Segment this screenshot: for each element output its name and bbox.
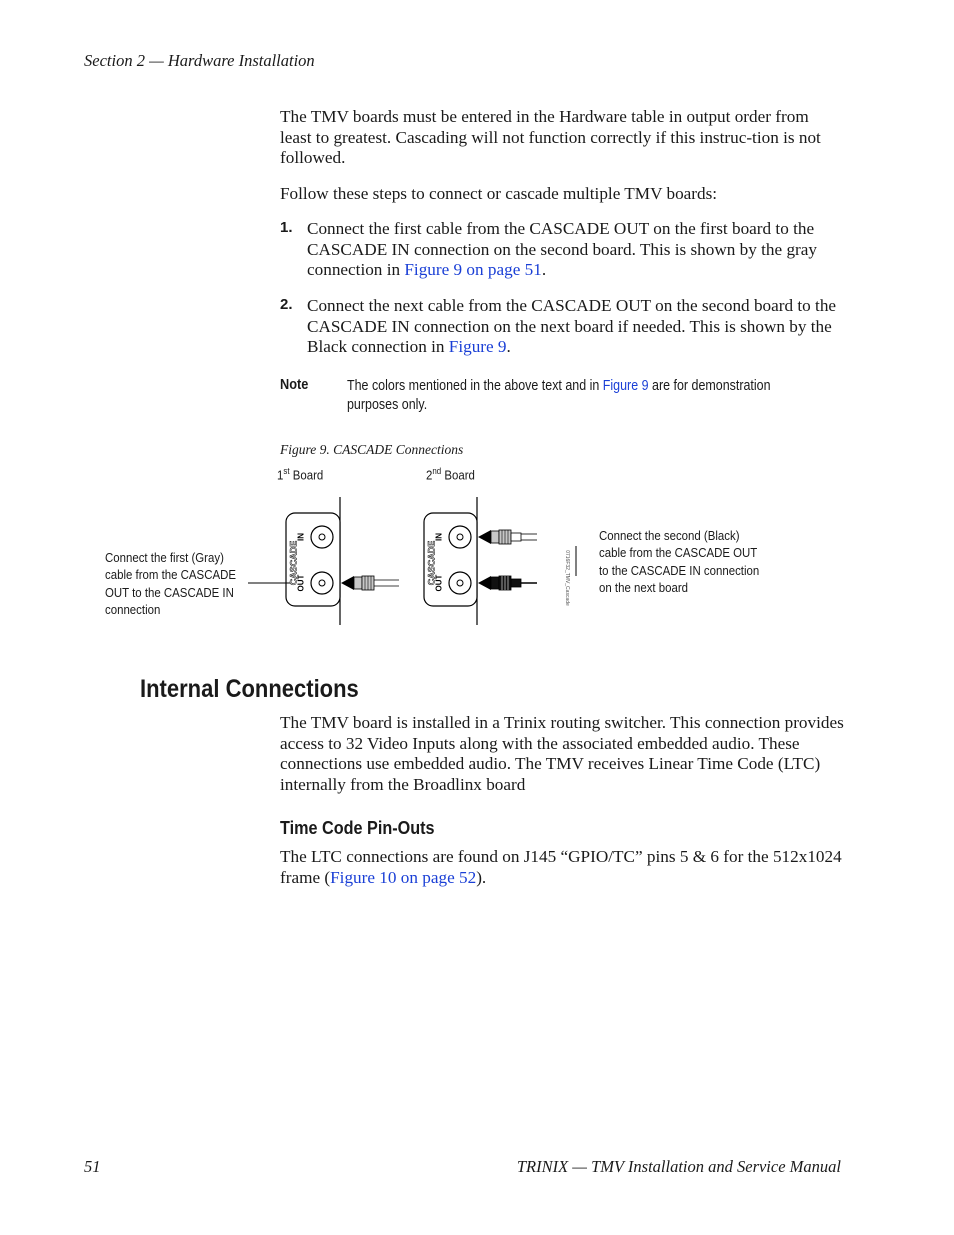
figure-caption: Figure 9. CASCADE Connections	[280, 442, 464, 457]
port-out-label: OUT	[434, 574, 444, 592]
left-callout: Connect the first (Gray) cable from the CASCADE OUT to the CASCADE IN connection	[105, 550, 236, 617]
timecode-paragraph: The LTC connections are found on J145 “GPIO/TC” pins 5 & 6 for the 512x1024 frame (Figure 10 on page 52).	[280, 847, 842, 887]
figure-10-link[interactable]: Figure 10 on page 52	[330, 867, 477, 887]
step-number: 2.	[280, 296, 293, 313]
cascade-panel-label: CASCADE	[426, 540, 437, 586]
board-2-panel	[424, 497, 576, 625]
note-text: The colors mentioned in the above text and in Figure 9 are for demonstration purposes only.	[347, 378, 771, 413]
board-2-label: 2nd Board	[426, 466, 475, 483]
gray-cable-in-connector	[478, 530, 537, 544]
board-1-label: 1st Board	[277, 466, 324, 483]
step-text: Connect the next cable from the CASCADE OUT on the second board to the CASCADE IN connection on the next board if needed. This is shown by the Black connection in Figure 9.	[307, 296, 837, 356]
figure-code-label: 0716F32_TMV_Cascade	[564, 550, 570, 606]
running-header: Section 2 — Hardware Installation	[84, 51, 315, 70]
step-text: Connect the first cable from the CASCADE OUT on the first board to the CASCADE IN connection on the second board. This is shown by the gray connection in Figure 9 on page 51.	[307, 219, 817, 279]
page-number: 51	[84, 1157, 101, 1176]
port-in-label: IN	[434, 533, 444, 541]
right-callout: Connect the second (Black) cable from the CASCADE OUT to the CASCADE IN connection on the next board	[599, 528, 760, 595]
intro-paragraph-2: Follow these steps to connect or cascade multiple TMV boards:	[280, 184, 718, 203]
cascade-panel-label: CASCADE	[288, 540, 299, 586]
figure-9-link[interactable]: Figure 9	[448, 337, 507, 356]
step-number: 1.	[280, 219, 293, 236]
internal-paragraph: The TMV board is installed in a Trinix routing switcher. This connection provides access to 32 Video Inputs along with the associated embedded audio. These connections use embedded audio. The TMV receives Linear Time Code (LTC) internally from the Broadlinx board	[280, 713, 844, 794]
note-label: Note	[280, 377, 309, 393]
subsection-heading-time-code: Time Code Pin-Outs	[280, 818, 435, 838]
board-1-panel	[248, 497, 399, 625]
running-footer-title: TRINIX — TMV Installation and Service Manual	[516, 1157, 841, 1176]
figure-9-link[interactable]: Figure 9 on page 51	[404, 260, 542, 279]
figure-9-link[interactable]: Figure 9	[602, 378, 649, 394]
gray-cable-connector	[341, 576, 399, 590]
section-heading-internal-connections: Internal Connections	[140, 675, 359, 703]
black-cable-connector	[478, 576, 537, 590]
port-in-label: IN	[296, 533, 306, 541]
port-out-label: OUT	[296, 574, 306, 592]
intro-paragraph-1: The TMV boards must be entered in the Hardware table in output order from least to greatest. Cascading will not function correctly if this instruc-tion is not followed.	[280, 107, 821, 167]
